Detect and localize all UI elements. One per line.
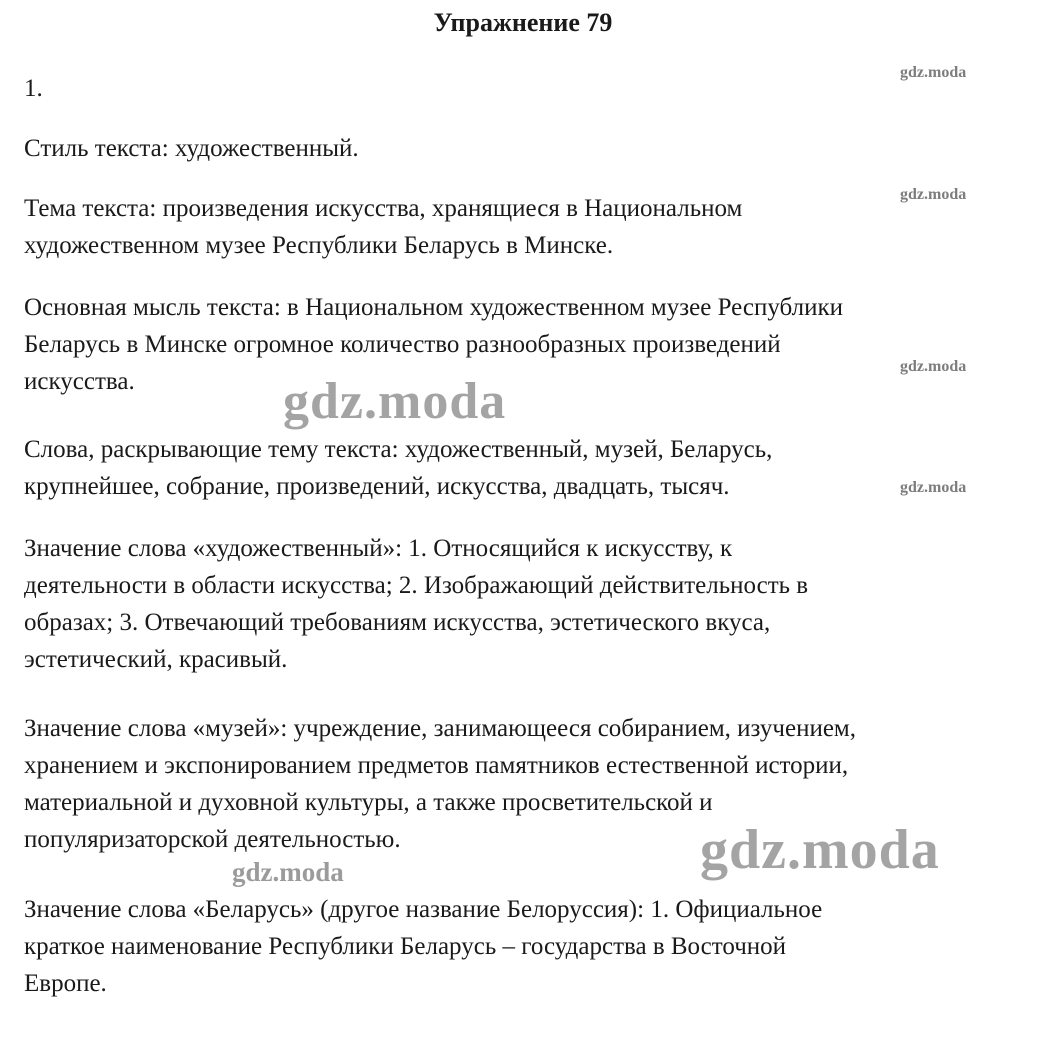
paragraph-topic [24,190,1029,264]
paragraph-meaning-artistic [24,530,1029,678]
paragraph-line: Беларусь в Минске огромное количество разнообразных произведений [24,331,781,358]
paragraph-line: Стиль текста: художественный. [24,135,359,162]
paragraph-line: краткое наименование Республики Беларусь – государства в Восточной [24,933,787,960]
paragraph-line: образах; 3. Отвечающий требованиям искусства, эстетического вкуса, [24,609,771,636]
item-number [24,70,1029,107]
paragraph-line: популяризаторской деятельностью. [24,826,401,853]
paragraph-line: Слова, раскрывающие тему текста: художественный, музей, Беларусь, [24,436,773,463]
watermark: gdz.moda [900,64,967,81]
paragraph-line: эстетический, красивый. [24,646,288,673]
watermark: gdz.moda [900,186,967,203]
paragraph-line: крупнейшее, собрание, произведений, искусства, двадцать, тысяч. [24,473,730,500]
paragraph-line: деятельности в области искусства; 2. Изображающий действительность в [24,572,809,599]
paragraph-line: Значение слова «музей»: учреждение, занимающееся собиранием, изучением, [24,715,856,742]
exercise-title: Упражнение 79 [433,8,613,37]
paragraph-line: художественном музее Республики Беларусь в Минске. [24,232,614,259]
paragraph-line: Тема текста: произведения искусства, хранящиеся в Национальном [24,195,743,222]
paragraph-style [24,130,1029,167]
paragraph-line: Основная мысль текста: в Национальном художественном музее Республики [24,294,843,321]
paragraph-topic-words [24,431,1029,505]
paragraph-line: Значение слова «художественный»: 1. Относящийся к искусству, к [24,535,733,562]
watermark: gdz.moda [900,479,967,496]
paragraph-line: материальной и духовной культуры, а также просветительской и [24,789,713,816]
paragraph-line: искусства. [24,368,135,395]
paragraph-line: Европе. [24,970,107,997]
paragraph-line: хранением и экспонированием предметов памятников естественной истории, [24,752,849,779]
watermark: gdz.moda [900,358,967,375]
watermark: gdz.moda [232,857,344,887]
paragraph-line: Значение слова «Беларусь» (другое название Белоруссия): 1. Официальное [24,896,823,923]
item-number-text: 1. [24,75,43,102]
paragraph-main-idea [24,289,1029,400]
watermark-large: gdz.moda [283,373,507,430]
watermark-large: gdz.moda [700,819,940,881]
paragraph-meaning-belarus [24,891,1029,1002]
